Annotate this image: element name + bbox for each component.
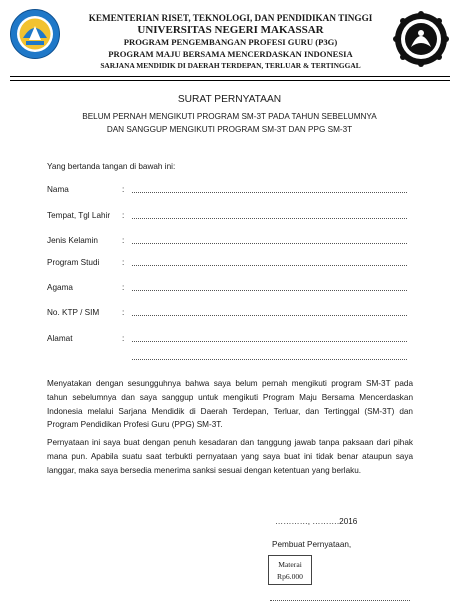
program-p3g: PROGRAM PENGEMBANGAN PROFESI GURU (P3G) [123, 37, 338, 47]
university-name: UNIVERSITAS NEGERI MAKASSAR [137, 24, 324, 36]
field-alamat-line-2[interactable] [132, 359, 407, 360]
subtitle-line-1: BELUM PERNAH MENGIKUTI PROGRAM SM-3T PADA TAHUN SEBELUMNYA [82, 112, 377, 121]
signer-label: Pembuat Pernyataan, [272, 540, 352, 549]
materai-stamp-box [268, 555, 312, 585]
ministry-name: KEMENTERIAN RISET, TEKNOLOGI, DAN PENDIDIKAN TINGGI [88, 13, 373, 23]
statement-paragraph: Menyatakan dengan sesungguhnya bahwa saya belum pernah mengikuti program SM-3T pada tahun sebelumnya dan saya sanggup untuk mengikuti Program Maju Bersama Mencerdaskan Indonesia melalui Sarjana Mendidik di Daerah Terdepan, Terluar, dan Tertinggal (SM-3T) dan Program Pendidikan Profesi Guru (PPG) SM-3T. [47, 379, 413, 430]
field-colon: : [122, 236, 125, 245]
field-fill-line[interactable] [132, 290, 407, 291]
program-maju-bersama: PROGRAM MAJU BERSAMA MENCERDASKAN INDONESIA [108, 49, 353, 59]
field-jenis-kelamin [47, 236, 407, 246]
signature-line[interactable] [270, 600, 410, 601]
field-no-ktp-sim [47, 308, 407, 318]
field-nama [47, 185, 407, 195]
stamp-label: Materai [278, 560, 302, 569]
field-colon: : [122, 211, 125, 220]
subtitle-line-2: DAN SANGGUP MENGIKUTI PROGRAM SM-3T DAN PPG SM-3T [106, 125, 353, 134]
field-fill-line[interactable] [132, 243, 407, 244]
field-program-studi [47, 258, 407, 268]
field-label: Tempat, Tgl Lahir [47, 211, 111, 220]
field-label: No. KTP / SIM [47, 308, 100, 317]
field-fill-line[interactable] [132, 192, 407, 193]
field-fill-line[interactable] [132, 315, 407, 316]
stamp-value: Rp6.000 [277, 572, 303, 581]
letterhead-rule-thin [10, 80, 450, 81]
field-fill-line[interactable] [132, 265, 407, 266]
field-label: Jenis Kelamin [47, 236, 98, 245]
field-label: Agama [47, 283, 73, 292]
field-label: Program Studi [47, 258, 100, 267]
field-tempat-tgl-lahir [47, 211, 407, 221]
field-fill-line[interactable] [132, 218, 407, 219]
intro-text: Yang bertanda tangan di bawah ini: [47, 162, 176, 171]
date-line: …………, ……….2016 [275, 517, 358, 526]
kemdikbud-logo-icon [9, 8, 61, 60]
letterhead [58, 12, 403, 72]
letterhead-rule-thick [10, 76, 450, 77]
field-alamat [47, 334, 407, 344]
program-sm3t: SARJANA MENDIDIK DI DAERAH TERDEPAN, TERLUAR & TERTINGGAL [100, 61, 361, 70]
field-label: Alamat [47, 334, 73, 343]
document-subtitle [40, 110, 419, 136]
declaration-paragraph: Pernyataan ini saya buat dengan penuh kesadaran dan tanggung jawab tanpa paksaan dari pihak mana pun. Apabila suatu saat terbukti pernyataan yang saya buat ini tidak benar ataupun saya langgar, maka saya bersedia menerima sanksi sesuai dengan ketentuan yang berlaku. [47, 438, 413, 475]
field-colon: : [122, 185, 125, 194]
unm-logo-icon [393, 11, 449, 67]
document-title: SURAT PERNYATAAN [177, 94, 282, 105]
field-colon: : [122, 308, 125, 317]
field-colon: : [122, 283, 125, 292]
field-colon: : [122, 258, 125, 267]
field-label: Nama [47, 185, 69, 194]
field-fill-line[interactable] [132, 341, 407, 342]
field-colon: : [122, 334, 125, 343]
field-agama [47, 283, 407, 293]
